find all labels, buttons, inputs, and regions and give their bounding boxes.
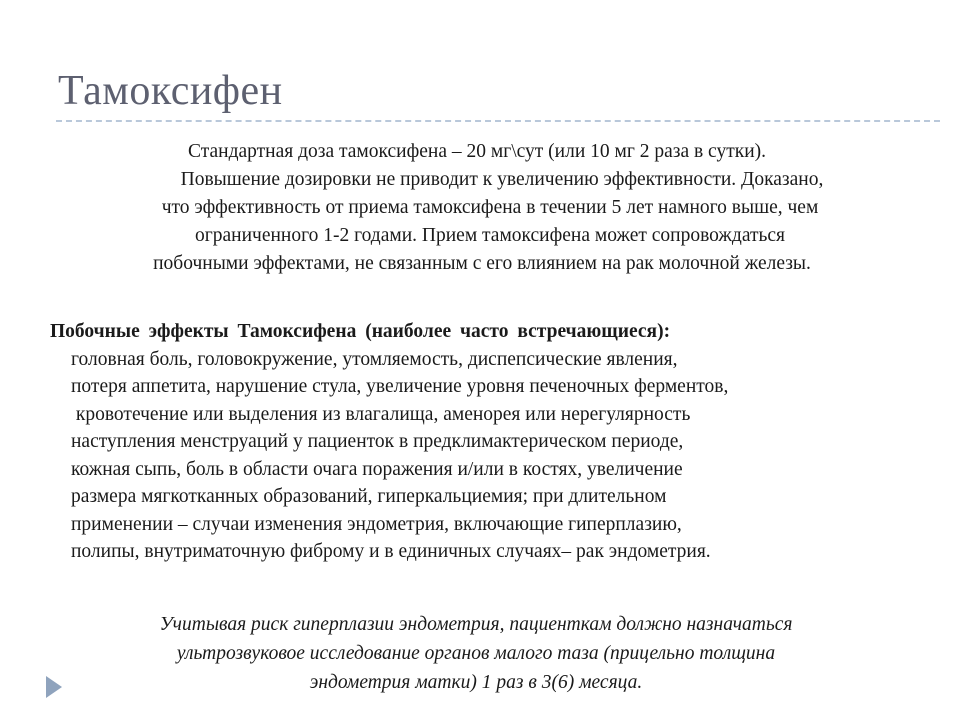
intro-line: побочными эффектами, не связанным с его влиянием на рак молочной железы. [153, 253, 811, 274]
side-effects-line: наступления менструаций у пациенток в предклимактерическом периоде, [71, 431, 684, 452]
side-effects-line: кожная сыпь, боль в области очага поражения и/или в костях, увеличение [71, 458, 683, 480]
note-line: Учитывая риск гиперплазии эндометрия, пациенткам должно назначаться [159, 614, 793, 635]
intro-line: ограниченного 1-2 годами. Прием тамоксифена может сопровождаться [194, 225, 786, 246]
ultrasound-note [76, 610, 876, 697]
title-divider [56, 120, 940, 122]
note-line: ультрозвуковое исследование органов малого таза (прицельно толщина [176, 643, 776, 664]
intro-line: Повышение дозировки не приводит к увеличению эффективности. Доказано, [180, 169, 824, 190]
intro-line: Стандартная доза тамоксифена – 20 мг\сут (или 10 мг 2 раза в сутки). [187, 141, 767, 162]
side-effects-line: головная боль, головокружение, утомляемость, диспепсические явления, [71, 348, 678, 370]
intro-paragraph [72, 138, 892, 278]
slide-title: Тамоксифен [58, 68, 283, 114]
side-effects-heading: Побочные эффекты Тамоксифена (наиболее часто встречающиеся): [50, 321, 671, 342]
note-line: эндометрия матки) 1 раз в 3(6) месяца. [309, 672, 643, 693]
side-effects-line: размера мягкотканных образований, гиперкальциемия; при длительном [71, 486, 667, 507]
side-effects-line: полипы, внутриматочную фиброму и в единичных случаях– рак эндометрия. [71, 541, 711, 562]
triangle-right-icon-svg [44, 674, 64, 700]
side-effects-line: применении – случаи изменения эндометрия, включающие гиперплазию, [71, 513, 682, 535]
side-effects-section [50, 318, 910, 566]
triangle-right-icon[interactable] [44, 674, 64, 700]
intro-line: что эффективность от приема тамоксифена в течении 5 лет намного выше, чем [161, 197, 819, 218]
side-effects-line: кровотечение или выделения из влагалища, аменорея или нерегулярность [71, 403, 691, 425]
side-effects-line: потеря аппетита, нарушение стула, увеличение уровня печеночных ферментов, [71, 376, 729, 397]
